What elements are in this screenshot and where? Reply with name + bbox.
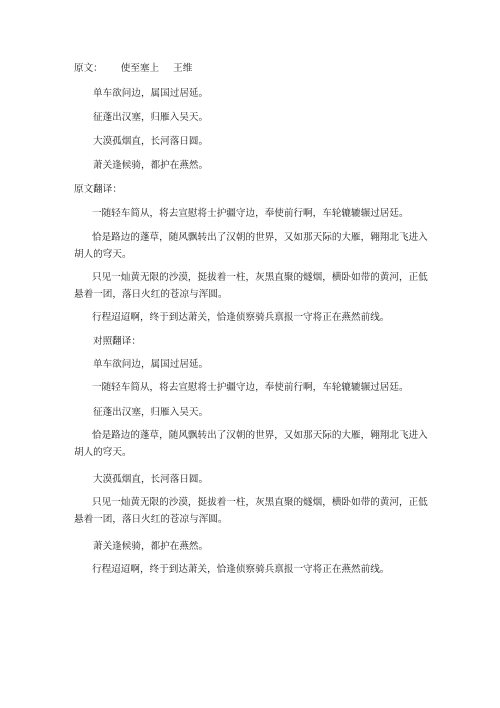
title-line [74,62,192,76]
compare-original-2: 征蓬出汉塞，归雁入吴天。 [93,407,209,418]
translation-paragraph-3: 只见一灿黄无限的沙漠，挺拔着一柱，灰黑直聚的燧烟，横卧如带的黄河，正低悬着一团，落日火红的苍凉与浑圆。 [74,272,428,300]
poem-title: 使至塞上 [120,63,160,74]
compare-original-4: 萧关逢候骑，都护在燕然。 [93,541,209,552]
poem-author: 王维 [173,63,193,74]
original-line-4: 萧关逢候骑，都护在燕然。 [93,160,209,171]
translation-paragraph-1: 一随轻车简从，将去宣慰将士护疆守边，奉使前行啊，车轮辘辘辗过居廷。 [92,208,409,219]
translation-paragraph-4: 行程迢迢啊，终于到达萧关，恰逢侦察骑兵禀报一守将正在燕然前线。 [92,312,390,323]
original-label: 原文： [74,63,103,74]
translation-paragraph-2: 恰是路边的蓬草，随风飘转出了汉朝的世界，又如那天际的大雁，翱翔北飞进入胡人的穹天。 [74,232,428,260]
compare-translation-3: 只见一灿黄无限的沙漠，挺拔着一柱，灰黑直聚的燧烟，横卧如带的黄河，正低悬着一团，落日火红的苍凉与浑圆。 [74,497,428,525]
compare-translation-2: 恰是路边的蓬草，随风飘转出了汉朝的世界，又如那天际的大雁，翱翔北飞进入胡人的穹天。 [74,430,428,458]
compare-translation-1: 一随轻车简从，将去宣慰将士护疆守边，奉使前行啊，车轮辘辘辗过居廷。 [92,382,409,393]
compare-heading: 对照翻译： [93,336,141,347]
original-line-3: 大漠孤烟直，长河落日圆。 [93,136,209,147]
translation-heading: 原文翻译： [74,184,122,195]
compare-translation-4: 行程迢迢啊，终于到达萧关，恰逢侦察骑兵禀报一守将正在燕然前线。 [92,564,390,575]
original-line-1: 单车欲问边，属国过居延。 [93,88,209,99]
original-line-2: 征蓬出汉塞，归雁入吴天。 [93,112,209,123]
compare-original-1: 单车欲问边，属国过居延。 [93,359,209,370]
compare-original-3: 大漠孤烟直，长河落日圆。 [93,474,209,485]
